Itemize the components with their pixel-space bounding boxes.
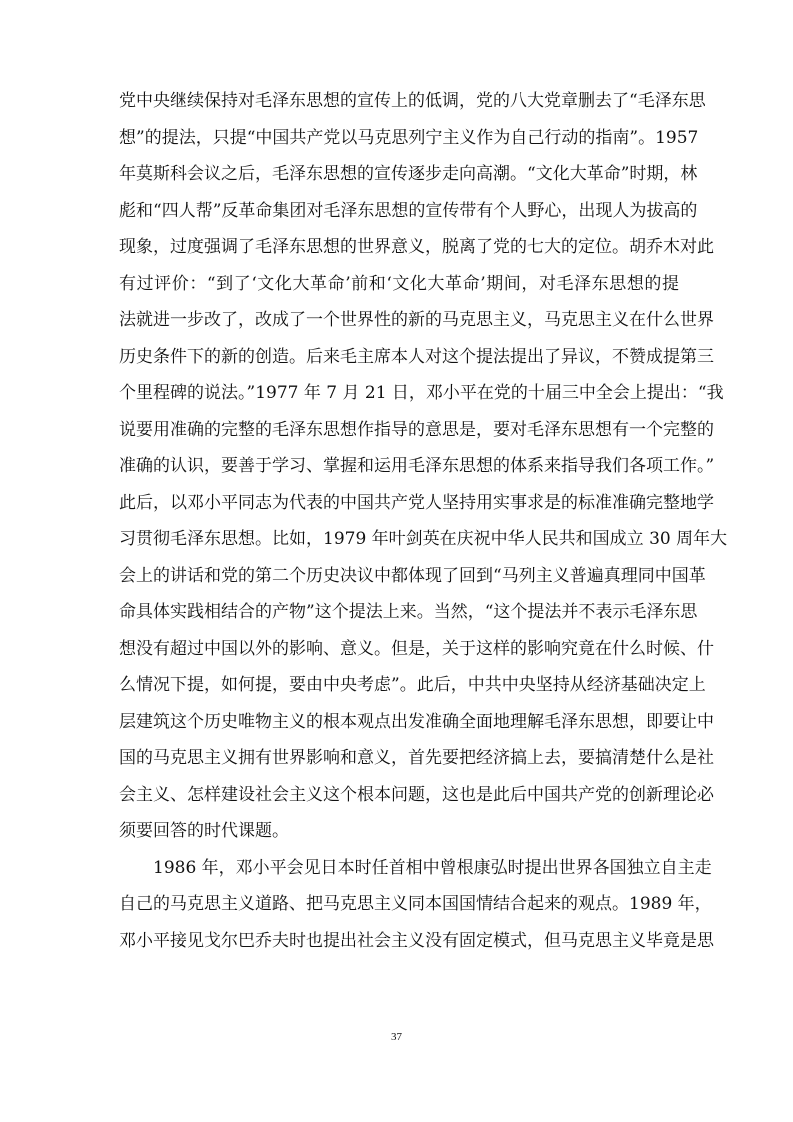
text-line: 说要用准确的完整的毛泽东思想作指导的意思是，要对毛泽东思想有一个完整的 xyxy=(119,419,714,440)
text-line: 1986 年，邓小平会见日本时任首相中曾根康弘时提出世界各国独立自主走 xyxy=(153,857,712,878)
body-text xyxy=(119,83,728,959)
text-line: 准确的认识，要善于学习、掌握和运用毛泽东思想的体系来指导我们各项工作。” xyxy=(119,456,715,476)
text-line: 命具体实践相结合的产物”这个提法上来。当然，“这个提法并不表示毛泽东思 xyxy=(119,602,698,622)
text-line: 有过评价：“到了‘文化大革命’前和‘文化大革命’期间，对毛泽东思想的提 xyxy=(119,273,679,294)
text-line: 党中央继续保持对毛泽东思想的宣传上的低调，党的八大党章删去了“毛泽东思 xyxy=(119,91,706,111)
text-line: 层建筑这个历史唯物主义的根本观点出发准确全面地理解毛泽东思想，即要让中 xyxy=(119,711,714,732)
text-line: 现象，过度强调了毛泽东思想的世界意义，脱离了党的七大的定位。胡乔木对此 xyxy=(119,237,714,257)
text-line: 须要回答的时代课题。 xyxy=(119,821,289,841)
text-line: 个里程碑的说法。”1977 年 7 月 21 日，邓小平在党的十届三中全会上提出：“我 xyxy=(119,383,724,403)
paragraph-1 xyxy=(119,83,728,850)
text-line: 彪和“四人帮”反革命集团对毛泽东思想的宣传带有个人野心，出现人为拔高的 xyxy=(119,200,698,221)
text-line: 国的马克思主义拥有世界影响和意义，首先要把经济搞上去，要搞清楚什么是社 xyxy=(119,748,714,768)
text-line: 自己的马克思主义道路、把马克思主义同本国国情结合起来的观点。1989 年， xyxy=(119,894,712,914)
text-line: 历史条件下的新的创造。后来毛主席本人对这个提法提出了异议，不赞成提第三 xyxy=(119,346,714,367)
text-line: 法就进一步改了，改成了一个世界性的新的马克思主义，马克思主义在什么世界 xyxy=(119,310,714,330)
text-line: 习贯彻毛泽东思想。比如，1979 年叶剑英在庆祝中华人民共和国成立 30 周年大 xyxy=(119,529,728,549)
page-number: 37 xyxy=(391,1031,402,1043)
text-line: 会主义、怎样建设社会主义这个根本问题，这也是此后中国共产党的创新理论必 xyxy=(119,784,714,805)
text-line: 会上的讲话和党的第二个历史决议中都体现了回到“马列主义普遍真理同中国革 xyxy=(119,565,706,586)
text-line: 邓小平接见戈尔巴乔夫时也提出社会主义没有固定模式，但马克思主义毕竟是思 xyxy=(119,930,714,951)
text-line: 年莫斯科会议之后，毛泽东思想的宣传逐步走向高潮。“文化大革命”时期，林 xyxy=(119,164,698,184)
paragraph-2 xyxy=(119,850,714,960)
text-line: 么情况下提，如何提，要由中央考虑”。此后，中共中央坚持从经济基础决定上 xyxy=(119,675,706,695)
text-line: 想”的提法，只提“中国共产党以马克思列宁主义作为自己行动的指南”。1957 xyxy=(119,127,699,148)
text-line: 想没有超过中国以外的影响、意义。但是，关于这样的影响究竟在什么时候、什 xyxy=(119,638,714,659)
text-line: 此后，以邓小平同志为代表的中国共产党人坚持用实事求是的标准准确完整地学 xyxy=(119,492,714,513)
